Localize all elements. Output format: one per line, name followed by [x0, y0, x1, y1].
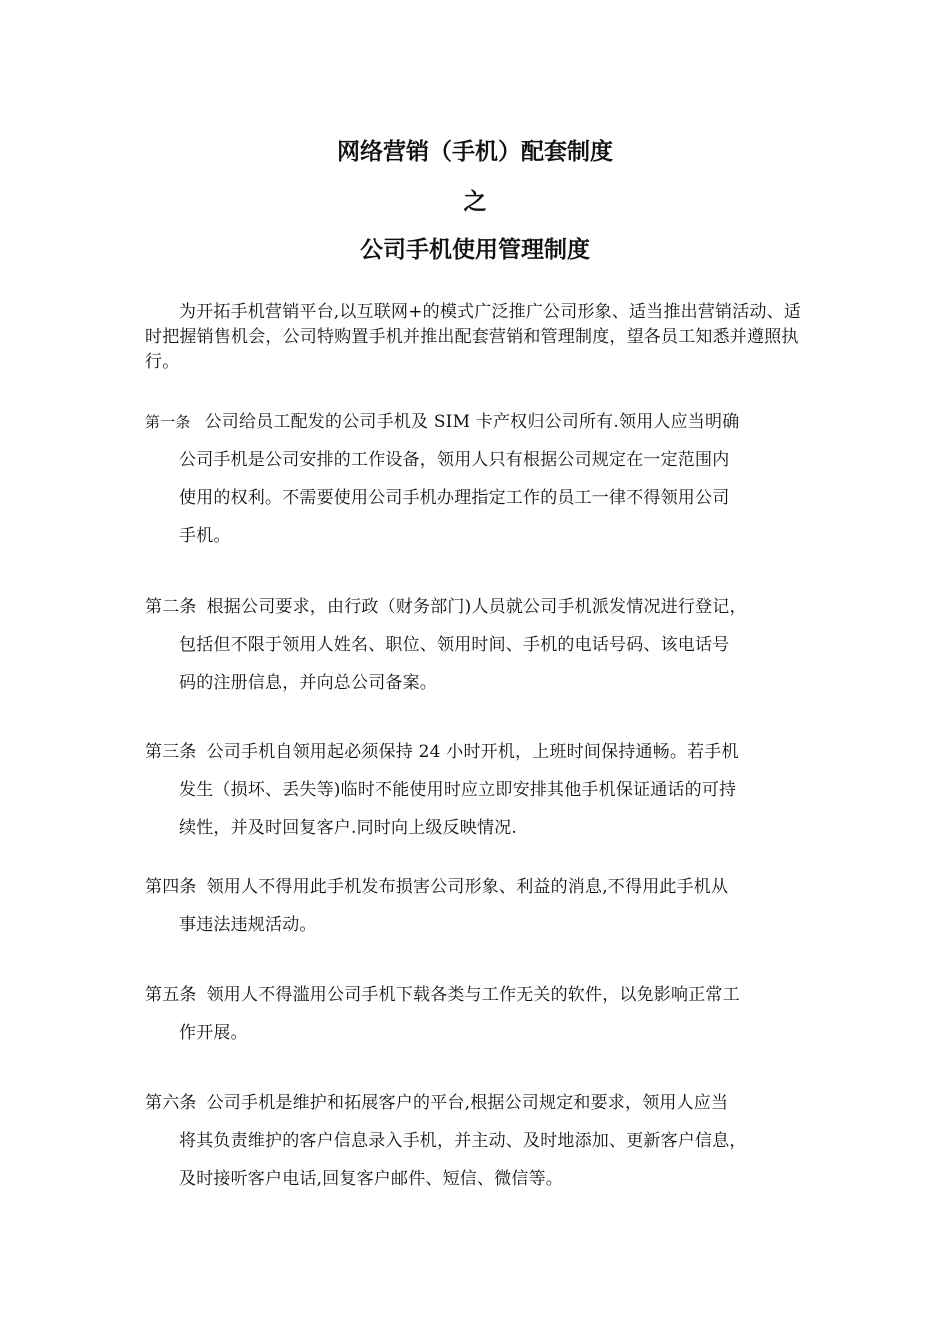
article-text: 领用人不得用此手机发布损害公司形象、利益的消息,不得用此手机从 [206, 877, 729, 897]
intro-paragraph: 为开拓手机营销平台,以互联网+的模式广泛推广公司形象、适当推出营销活动、适时把握销售机会，公司特购置手机并推出配套营销和管理制度，望各员工知悉并遵照执行。 [145, 302, 802, 372]
article-label: 第一条 [145, 413, 191, 431]
article-text: 公司手机自领用起必须保持 24 小时开机，上班时间保持通畅。若手机 [206, 742, 739, 762]
article-3 [145, 733, 835, 847]
article-line: 将其负责维护的客户信息录入手机，并主动、及时地添加、更新客户信息， [179, 1131, 747, 1151]
article-line: 作开展。 [179, 1023, 248, 1043]
article-4 [145, 868, 835, 944]
article-line: 包括但不限于领用人姓名、职位、领用时间、手机的电话号码、该电话号 [179, 635, 730, 655]
article-2 [145, 588, 835, 702]
document-subtitle: 公司手机使用管理制度 [360, 237, 590, 263]
article-6 [145, 1084, 835, 1198]
article-line: 码的注册信息，并向总公司备案。 [179, 673, 437, 693]
article-line: 续性，并及时回复客户.同时向上级反映情况. [179, 818, 518, 838]
article-line: 使用的权利。不需要使用公司手机办理指定工作的员工一律不得领用公司 [179, 488, 730, 508]
document-title: 网络营销（手机）配套制度 [337, 139, 613, 165]
article-line: 手机。 [179, 526, 231, 546]
article-5 [145, 976, 835, 1052]
article-text: 公司手机是维护和拓展客户的平台,根据公司规定和要求，领用人应当 [206, 1093, 729, 1113]
title-connector: 之 [463, 189, 487, 215]
article-line: 公司手机是公司安排的工作设备，领用人只有根据公司规定在一定范围内 [179, 450, 730, 470]
article-line: 发生（损坏、丢失等)临时不能使用时应立即安排其他手机保证通话的可持 [179, 780, 737, 800]
article-label: 第四条 [145, 877, 197, 897]
article-line [145, 976, 835, 1014]
article-text: 根据公司要求，由行政（财务部门)人员就公司手机派发情况进行登记， [206, 597, 747, 617]
article-line [145, 403, 835, 441]
article-line: 及时接听客户电话,回复客户邮件、短信、微信等。 [179, 1169, 564, 1189]
article-label: 第五条 [145, 985, 197, 1005]
article-label: 第二条 [145, 597, 197, 617]
article-line [145, 868, 835, 906]
article-line: 事违法违规活动。 [179, 915, 317, 935]
article-line [145, 588, 835, 626]
article-label: 第三条 [145, 742, 197, 762]
article-line [145, 1084, 835, 1122]
article-1 [145, 403, 835, 555]
article-text: 公司给员工配发的公司手机及 SIM 卡产权归公司所有.领用人应当明确 [204, 412, 740, 432]
article-line [145, 733, 835, 771]
article-label: 第六条 [145, 1093, 197, 1113]
article-text: 领用人不得滥用公司手机下载各类与工作无关的软件，以免影响正常工 [206, 985, 740, 1005]
